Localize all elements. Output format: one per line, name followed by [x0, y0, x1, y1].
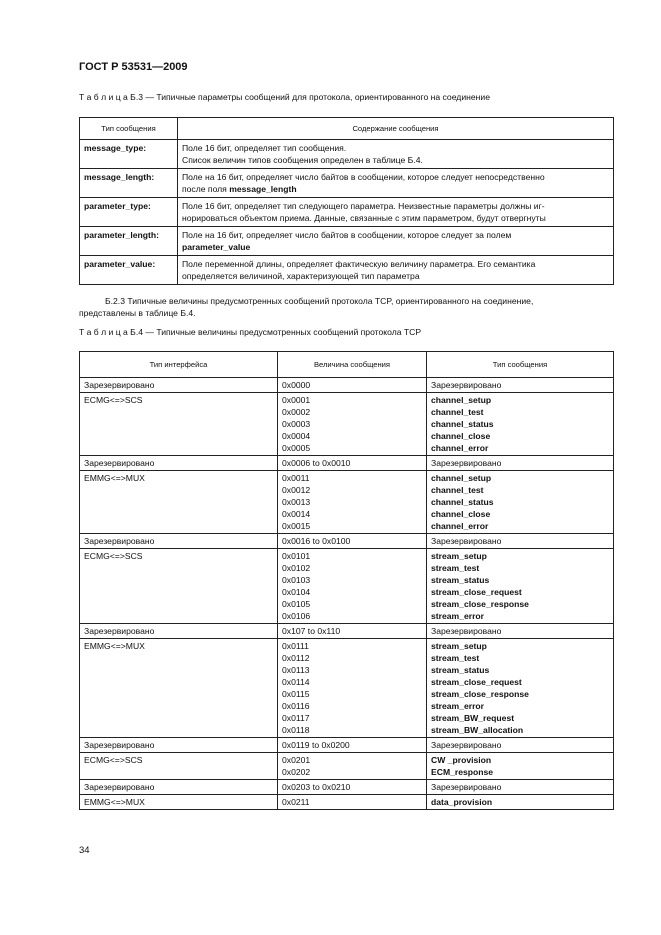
document-header: ГОСТ Р 53531—2009	[79, 61, 188, 73]
message-types	[427, 795, 614, 810]
description-text: Поле на 16 бит, определяет число байтов в сообщении, которое следует непосредственно	[182, 172, 545, 182]
message-value: 0x0103	[282, 575, 311, 585]
description-line	[182, 258, 609, 270]
message-types	[427, 378, 614, 393]
message-type: channel_status	[431, 497, 494, 507]
message-values	[278, 471, 427, 534]
message-value: 0x0016 to 0x0100	[282, 536, 351, 546]
table-b4-header-type: Тип сообщения	[427, 352, 614, 378]
page-number: 34	[79, 845, 90, 856]
message-type: stream_status	[431, 665, 490, 675]
description-text: норироваться объектом приема. Данные, связанные с этим параметром, будут отвергнуты	[182, 213, 546, 223]
description-line	[182, 229, 609, 241]
table-row	[80, 256, 614, 285]
message-value: 0x0015	[282, 521, 311, 531]
message-value: 0x0013	[282, 497, 311, 507]
interface-type: EMMG<=>MUX	[80, 471, 278, 534]
table-b4	[79, 351, 614, 810]
message-value: 0x0012	[282, 485, 311, 495]
message-value: 0x107 to 0x110	[282, 626, 341, 636]
message-types	[427, 753, 614, 780]
message-values	[278, 738, 427, 753]
table-b3-header-row	[80, 118, 614, 140]
message-values	[278, 639, 427, 738]
message-type: Зарезервировано	[431, 536, 502, 546]
message-type: channel_test	[431, 485, 484, 495]
interface-type: EMMG<=>MUX	[80, 795, 278, 810]
message-value: 0x0106	[282, 611, 311, 621]
table-b3-header-content: Содержание сообщения	[178, 118, 614, 140]
message-description	[178, 198, 614, 227]
table-row	[80, 456, 614, 471]
message-name: message_length:	[80, 169, 178, 198]
message-types	[427, 639, 614, 738]
description-line	[182, 142, 609, 154]
message-value: 0x0005	[282, 443, 311, 453]
description-line	[182, 171, 609, 183]
message-name: parameter_value:	[80, 256, 178, 285]
message-value: 0x0114	[282, 677, 310, 687]
message-name: message_type:	[80, 140, 178, 169]
message-type: channel_error	[431, 521, 489, 531]
description-text: Поле 16 бит, определяет тип сообщения.	[182, 143, 347, 153]
message-types	[427, 780, 614, 795]
message-description	[178, 140, 614, 169]
message-value: 0x0002	[282, 407, 311, 417]
message-value: 0x0111	[282, 641, 309, 651]
message-type: Зарезервировано	[431, 626, 502, 636]
description-text: Поле на 16 бит, определяет число байтов в сообщении, которое следует за полем	[182, 230, 512, 240]
message-values	[278, 549, 427, 624]
message-types	[427, 393, 614, 456]
message-values	[278, 456, 427, 471]
message-value: 0x0113	[282, 665, 310, 675]
field-name: parameter_value	[182, 242, 251, 252]
table-row	[80, 795, 614, 810]
description-text: Поле 16 бит, определяет тип следующего параметра. Неизвестные параметры должны иг-	[182, 201, 545, 211]
table-b4-header-row	[80, 352, 614, 378]
message-type: stream_close_request	[431, 677, 522, 687]
message-type: Зарезервировано	[431, 380, 502, 390]
interface-type: Зарезервировано	[80, 780, 278, 795]
message-type: Зарезервировано	[431, 458, 502, 468]
message-values	[278, 624, 427, 639]
message-type: Зарезервировано	[431, 782, 502, 792]
message-name: parameter_length:	[80, 227, 178, 256]
message-values	[278, 378, 427, 393]
table-row	[80, 534, 614, 549]
table-b4-caption: Т а б л и ц а Б.4 — Типичные величины предусмотренных сообщений протокола TCP	[79, 327, 422, 337]
message-types	[427, 738, 614, 753]
message-value: 0x0116	[282, 701, 310, 711]
message-value: 0x0201	[282, 755, 311, 765]
section-paragraph	[79, 295, 614, 319]
message-value: 0x0004	[282, 431, 311, 441]
message-value: 0x0000	[282, 380, 311, 390]
message-value: 0x0118	[282, 725, 310, 735]
message-type: channel_status	[431, 419, 494, 429]
table-row	[80, 639, 614, 738]
message-values	[278, 753, 427, 780]
interface-type: Зарезервировано	[80, 534, 278, 549]
table-row	[80, 393, 614, 456]
message-value: 0x0203 to 0x0210	[282, 782, 351, 792]
description-line	[182, 183, 609, 195]
message-value: 0x0003	[282, 419, 311, 429]
message-type: stream_error	[431, 701, 485, 711]
message-value: 0x0102	[282, 563, 311, 573]
description-text: Поле переменной длины, определяет фактическую величину параметра. Его семантика	[182, 259, 536, 269]
table-row	[80, 471, 614, 534]
table-b4-header-interface: Тип интерфейса	[80, 352, 278, 378]
field-name: message_length	[229, 184, 297, 194]
table-row	[80, 753, 614, 780]
table-row	[80, 378, 614, 393]
message-value: 0x0101	[282, 551, 311, 561]
message-type: channel_setup	[431, 395, 492, 405]
interface-type: ECMG<=>SCS	[80, 393, 278, 456]
table-row	[80, 624, 614, 639]
message-type: channel_close	[431, 431, 491, 441]
message-value: 0x0104	[282, 587, 311, 597]
message-value: 0x0202	[282, 767, 311, 777]
message-type: channel_close	[431, 509, 491, 519]
message-type: stream_test	[431, 653, 480, 663]
table-row	[80, 227, 614, 256]
description-text: после поля	[182, 184, 230, 194]
message-value: 0x0119 to 0x0200	[282, 740, 350, 750]
interface-type: ECMG<=>SCS	[80, 753, 278, 780]
message-name: parameter_type:	[80, 198, 178, 227]
description-text: определяется величиной, характеризующей тип параметра	[182, 271, 420, 281]
message-types	[427, 534, 614, 549]
message-type: ECM_response	[431, 767, 494, 777]
message-value: 0x0117	[282, 713, 310, 723]
message-value: 0x0105	[282, 599, 311, 609]
table-row	[80, 738, 614, 753]
message-type: stream_error	[431, 611, 485, 621]
message-value: 0x0112	[282, 653, 310, 663]
message-type: channel_test	[431, 407, 484, 417]
message-type: stream_test	[431, 563, 480, 573]
table-b4-header-value: Величина сообщения	[278, 352, 427, 378]
message-type: channel_setup	[431, 473, 492, 483]
paragraph-line-1: Б.2.3 Типичные величины предусмотренных сообщений протокола TCP, ориентированного на соединение,	[105, 296, 534, 306]
message-value: 0x0014	[282, 509, 311, 519]
table-row	[80, 549, 614, 624]
message-value: 0x0006 to 0x0010	[282, 458, 351, 468]
message-value: 0x0011	[282, 473, 310, 483]
description-line	[182, 241, 609, 253]
interface-type: Зарезервировано	[80, 738, 278, 753]
message-value: 0x0001	[282, 395, 311, 405]
interface-type: Зарезервировано	[80, 624, 278, 639]
message-types	[427, 549, 614, 624]
table-b4-body	[80, 378, 614, 810]
message-description	[178, 227, 614, 256]
message-types	[427, 624, 614, 639]
paragraph-line-2: представлены в таблице Б.4.	[79, 308, 196, 318]
message-description	[178, 169, 614, 198]
interface-type: EMMG<=>MUX	[80, 639, 278, 738]
message-type: stream_setup	[431, 641, 487, 651]
table-b3-caption: Т а б л и ц а Б.3 — Типичные параметры сообщений для протокола, ориентированного на соединение	[79, 92, 490, 102]
message-type: stream_BW_allocation	[431, 725, 524, 735]
message-type: stream_setup	[431, 551, 487, 561]
table-b3-body	[80, 140, 614, 285]
table-row	[80, 169, 614, 198]
table-row	[80, 140, 614, 169]
table-row	[80, 780, 614, 795]
message-types	[427, 471, 614, 534]
message-type: stream_close_response	[431, 599, 529, 609]
message-type: Зарезервировано	[431, 740, 502, 750]
message-type: data_provision	[431, 797, 493, 807]
message-values	[278, 393, 427, 456]
description-line	[182, 212, 609, 224]
description-text: Список величин типов сообщения определен в таблице Б.4.	[182, 155, 423, 165]
message-description	[178, 256, 614, 285]
description-line	[182, 154, 609, 166]
message-value: 0x0211	[282, 797, 310, 807]
message-type: CW _provision	[431, 755, 492, 765]
message-types	[427, 456, 614, 471]
message-values	[278, 534, 427, 549]
message-type: stream_BW_request	[431, 713, 515, 723]
description-line	[182, 270, 609, 282]
description-line	[182, 200, 609, 212]
message-values	[278, 780, 427, 795]
message-value: 0x0115	[282, 689, 310, 699]
message-type: stream_status	[431, 575, 490, 585]
message-type: stream_close_request	[431, 587, 522, 597]
message-type: stream_close_response	[431, 689, 529, 699]
table-b3	[79, 117, 614, 285]
interface-type: Зарезервировано	[80, 378, 278, 393]
message-type: channel_error	[431, 443, 489, 453]
interface-type: ECMG<=>SCS	[80, 549, 278, 624]
table-b3-header-type: Тип сообщения	[80, 118, 178, 140]
message-values	[278, 795, 427, 810]
table-row	[80, 198, 614, 227]
interface-type: Зарезервировано	[80, 456, 278, 471]
